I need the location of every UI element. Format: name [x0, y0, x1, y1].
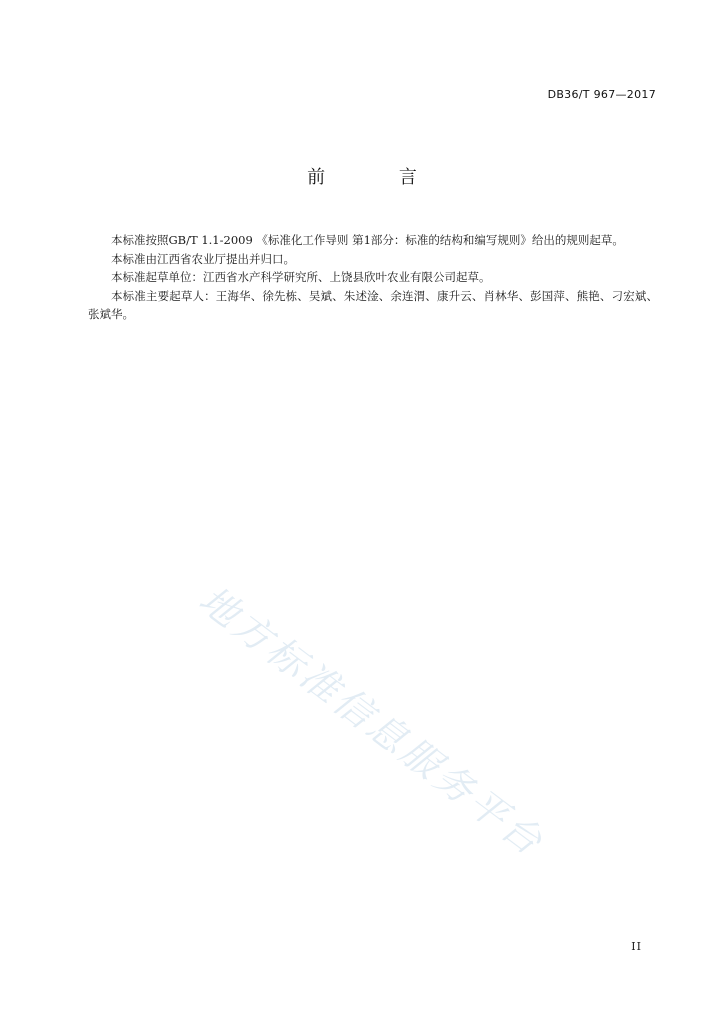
- paragraph-drafters: 本标准主要起草人：王海华、徐先栋、吴斌、朱述淦、余连渭、康升云、肖林华、彭国萍、熊艳、刁宏斌、张斌华。: [88, 288, 658, 321]
- paragraph-drafting-units: 本标准起草单位：江西省水产科学研究所、上饶县欣叶农业有限公司起草。: [111, 270, 491, 284]
- paragraph-drafting-rules: 本标准按照GB/T 1.1-2009 《标准化工作导则 第1部分：标准的结构和编写规则》给出的规则起草。: [111, 233, 624, 247]
- paragraph-proposer: 本标准由江西省农业厅提出并归口。: [111, 251, 295, 266]
- page-title: 前 言: [307, 167, 451, 188]
- watermark: 地方标准信息服务平台: [190, 577, 553, 866]
- standard-code: DB36/T 967—2017: [547, 88, 656, 101]
- foreword-body: [88, 231, 658, 324]
- page-number: II: [631, 940, 642, 953]
